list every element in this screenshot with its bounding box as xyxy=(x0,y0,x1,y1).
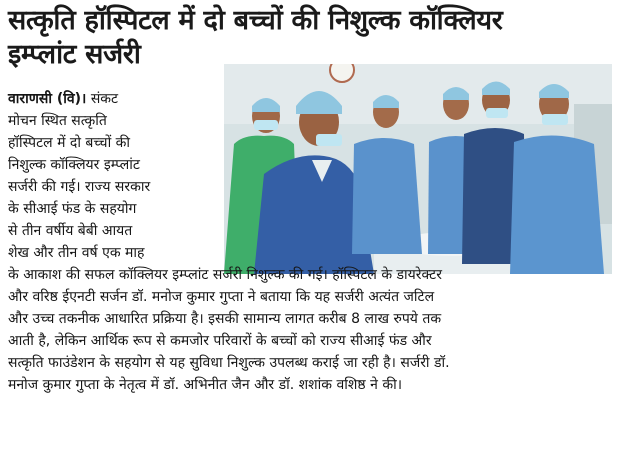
headline-line-1: सत्कृति हॉस्पिटल में दो बच्चों की निशुल्क कॉक्लियर xyxy=(8,5,503,36)
body-line: निशुल्क कॉक्लियर इम्प्लांट xyxy=(8,157,140,173)
body-line: मोचन स्थित सत्कृति xyxy=(8,113,107,129)
body-line: सत्कृति फाउंडेशन के सहयोग से यह सुविधा निशुल्क उपलब्ध कराई जा रही है। सर्जरी डॉ. xyxy=(8,355,450,371)
dateline: वाराणसी (वि)। xyxy=(8,91,87,107)
body-line: शेख और तीन वर्ष एक माह xyxy=(8,245,145,261)
body-line-text: संकट xyxy=(90,91,119,107)
body-line: हॉस्पिटल में दो बच्चों की xyxy=(8,135,131,151)
text-beside-photo xyxy=(8,88,214,264)
body-line: के आकाश की सफल कॉक्लियर इम्प्लांट सर्जरी निशुल्क की गई। हॉस्पिटल के डायरेक्टर xyxy=(8,267,442,283)
body-line: आती है, लेकिन आर्थिक रूप से कमजोर परिवारों के बच्चों को राज्य सीआई फंड और xyxy=(8,333,432,349)
body-line: और वरिष्ठ ईएनटी सर्जन डॉ. मनोज कुमार गुप्ता ने बताया कि यह सर्जरी अत्यंत जटिल xyxy=(8,289,435,305)
headline-line-2: इम्प्लांट सर्जरी xyxy=(8,39,141,70)
text-full-width xyxy=(8,264,630,396)
article-body xyxy=(8,88,634,396)
article-headline xyxy=(8,4,502,72)
body-line: और उच्च तकनीक आधारित प्रक्रिया है। इसकी सामान्य लागत करीब 8 लाख रुपये तक xyxy=(8,311,442,327)
body-line: से तीन वर्षीय बेबी आयत xyxy=(8,223,133,239)
body-line xyxy=(8,88,214,110)
body-line: मनोज कुमार गुप्ता के नेतृत्व में डॉ. अभिनीत जैन और डॉ. शशांक वशिष्ठ ने की। xyxy=(8,377,403,393)
body-line: सर्जरी की गई। राज्य सरकार xyxy=(8,179,151,195)
body-line: के सीआई फंड के सहयोग xyxy=(8,201,137,217)
